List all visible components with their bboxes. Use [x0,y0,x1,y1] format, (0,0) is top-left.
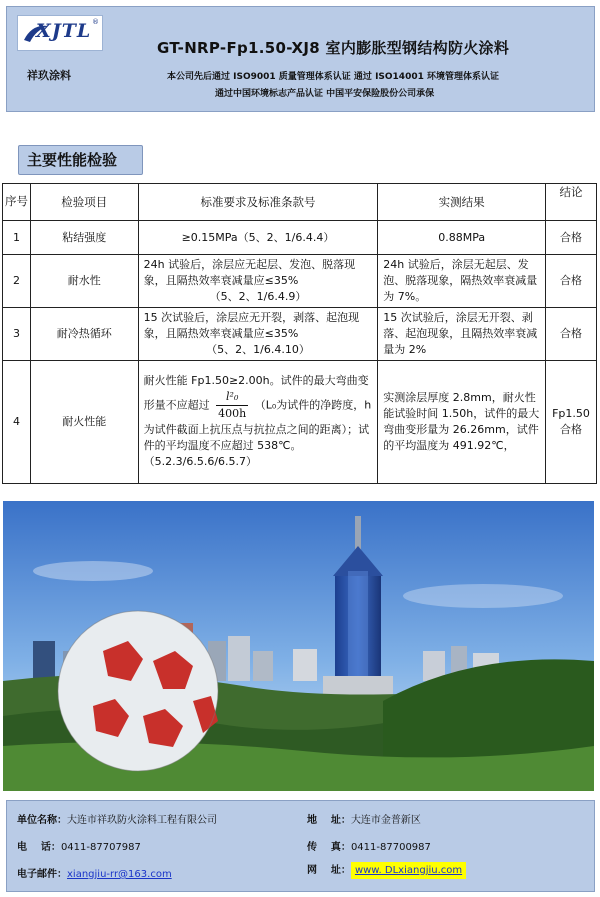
header-standard: 标准要求及标准条款号 [138,184,378,221]
fax-value: 0411-87700987 [350,842,431,853]
row-item: 粘结强度 [30,221,138,255]
table-row [3,360,597,483]
row-no: 4 [3,360,31,483]
row-item: 耐冷热循环 [30,307,138,360]
table-row [3,221,597,255]
row-no: 1 [3,221,31,255]
row-standard-part1: 耐火性能 Fp1.50≥2.00h。试件的最大弯曲变形量不应超过 [143,374,369,412]
company-name-field [17,811,217,826]
header-banner [6,6,595,112]
formula-denominator: 400h [218,407,247,421]
logo-text: XJTL [36,20,92,42]
row-result: 15 次试验后，涂层无开裂、剥落、起泡现象，且隔热效率衰减量为 2% [378,307,546,360]
row-verdict: 合格 [546,307,597,360]
phone-value: 0411-87707987 [60,842,141,853]
header-verdict: 结论 [546,184,597,221]
row-verdict-cell [546,360,597,483]
row-result: 实测涂层厚度 2.8mm，耐火性能试验时间 1.50h，试件的最大弯曲变形量为 26.26mm，试件的平均温度为 491.92℃， [378,360,546,483]
company-logo [17,15,103,51]
row-standard-cell [138,255,378,308]
header-no: 序号 [3,184,31,221]
address-label: 地 址： [307,815,351,826]
phone-field [17,838,141,853]
deflection-formula [216,389,248,422]
table-row [3,255,597,308]
website-label: 网 址： [307,865,351,876]
contact-footer [6,800,595,892]
header-item: 检验项目 [30,184,138,221]
row-item: 耐水性 [30,255,138,308]
logo-registered-mark: ® [92,18,99,26]
address-field [307,811,421,826]
fax-label: 传 真： [307,842,351,853]
table-row [3,307,597,360]
row-standard-cell [138,307,378,360]
row-item: 耐火性能 [30,360,138,483]
row-verdict: 合格 [560,422,582,436]
row-standard-clause: （5、2、1/6.4.9） [209,289,307,303]
row-no: 2 [3,255,31,308]
phone-label: 电 话： [17,842,61,853]
website-link[interactable]: www. DLxiangjiu.com [351,862,466,879]
city-skyline-photo [3,501,594,791]
certification-line-2: 通过中国环境标志产品认证 中国平安保险股份公司承保 [215,89,435,99]
row-no: 3 [3,307,31,360]
performance-test-table [2,183,597,484]
table-header-row [3,184,597,221]
row-verdict: 合格 [546,255,597,308]
product-title: GT-NRP-Fp1.50-XJ8 室内膨胀型钢结构防火涂料 [157,39,510,57]
fax-field [307,838,431,853]
company-short-name: 祥玖涂料 [27,69,71,82]
row-verdict: 合格 [546,221,597,255]
skyline-illustration [3,501,594,791]
row-standard: ≥0.15MPa（5、2、1/6.4.4） [138,221,378,255]
email-link[interactable]: xiangjiu-rr@163.com [67,869,172,880]
row-standard-clause: （5、2、1/6.4.10） [206,342,310,356]
row-verdict-rating: Fp1.50 [552,406,590,420]
certification-line-1: 本公司先后通过 ISO9001 质量管理体系认证 通过 ISO14001 环境管理体系认证 [167,72,499,82]
company-name-label: 单位名称： [17,815,67,826]
row-result: 0.88MPa [378,221,546,255]
row-standard-part2: （L₀为试件的净跨度，h 为试件截面上抗压点与抗拉点之间的距离）；试件的平均温度不应超过 538℃。（5.2.3/6.5.6/6.5.7） [143,398,372,468]
row-standard: 24h 试验后，涂层应无起层、发泡、脱落现象，且隔热效率衰减量应≤35% [143,258,356,287]
row-result: 24h 试验后，涂层无起层、发泡、脱落现象，隔热效率衰减量为 7%。 [378,255,546,308]
header-result: 实测结果 [378,184,546,221]
row-standard-cell [138,360,378,483]
address-value: 大连市金普新区 [350,815,421,826]
row-standard: 15 次试验后，涂层应无开裂，剥落、起泡现象，且隔热效率衰减量应≤35% [143,310,360,340]
formula-numerator: l²₀ [216,389,248,406]
email-label: 电子邮件： [17,869,67,880]
website-field [307,861,466,876]
section-title: 主要性能检验 [18,145,143,175]
company-name-value: 大连市祥玖防火涂料工程有限公司 [67,815,217,826]
email-field [17,865,172,880]
